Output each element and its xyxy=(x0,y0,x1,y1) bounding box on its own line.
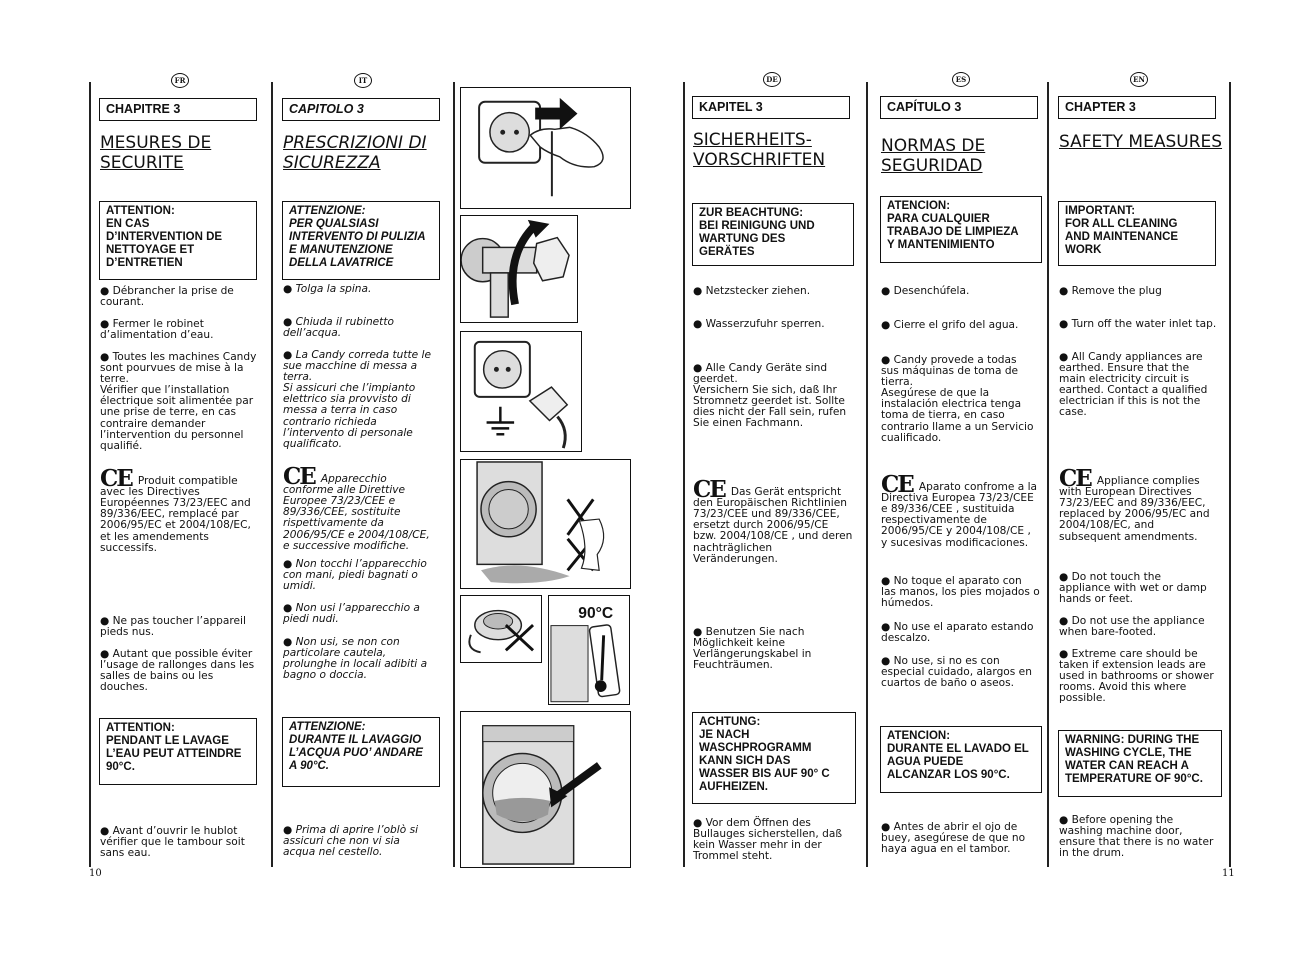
bullet-text: ● Alle Candy Geräte sind geerdet. Versichern Sie sich, daß Ihr Stromnetz geerdet ist. Sollte dies nicht der Fall sein, rufen Sie einen Fachmann. xyxy=(693,362,847,430)
warning-box: ATENCION: DURANTE EL LAVADO EL AGUA PUEDE ALCANZAR LOS 90°C. xyxy=(880,726,1042,793)
ce-text: Appliance complies with European Directives 73/23/EEC and 89/336/EEC, replaced by 2006/95/EC and 2004/108/EC, and subsequent amendments. xyxy=(1059,475,1210,543)
bullet-text: ● Non usi l’apparecchio a piedi nudi. xyxy=(283,602,420,626)
ce-compliance-text xyxy=(693,473,852,565)
water-tap-illustration xyxy=(460,215,578,323)
bullet-text: ● Candy provede a todas sus máquinas de toma de tierra. Asegúrese de que la instalación electrica tenga toma de tierra, en caso contrario llame a un Servicio cualificado. xyxy=(881,354,1034,444)
bullet-text: ● No use, si no es con especial cuidado, alargos en cuartos de baño o aseos. xyxy=(881,655,1032,690)
bullet-text: ● Wasserzufuhr sperren. xyxy=(693,318,825,330)
attention-box: ZUR BEACHTUNG: BEI REINIGUNG UND WARTUNG DES GERÄTES xyxy=(692,203,854,266)
ce-text: Das Gerät entspricht den Europäischen Richtlinien 73/23/CEE und 89/336/CEE, ersetzt durch 2006/95/CE bzw. 2004/108/CE , und deren nachträglichen Veränderungen. xyxy=(693,486,853,565)
extension-lead-warning-illustration xyxy=(460,595,542,663)
bullet-text: ● All Candy appliances are earthed. Ensure that the main electricity circuit is earthed. Contact a qualified electrician if this is not the case. xyxy=(1059,351,1208,419)
wet-hands-warning-illustration xyxy=(460,459,631,589)
bullet-text: ● Toutes les machines Candy sont pourvues de mise à la terre. Vérifier que l’installation électrique soit alimentée par une prise de terre, en cas contraire demander l’intervention du personnel qualifié. xyxy=(100,351,257,452)
warning-box: WARNING: DURING THE WASHING CYCLE, THE WATER CAN REACH A TEMPERATURE OF 90°C. xyxy=(1058,730,1222,797)
bullet-text: ● Remove the plug xyxy=(1059,285,1162,297)
bullet-text: ● La Candy correda tutte le sue macchine di messa a terra. Si assicuri che l’impianto elettrico sia provvisto di messa a terra in caso contrario richieda l’intervento di personale qualificato. xyxy=(283,349,431,450)
bullet-text: ● Chiuda il rubinetto dell’acqua. xyxy=(283,316,394,340)
attention-box: IMPORTANT: FOR ALL CLEANING AND MAINTENANCE WORK xyxy=(1058,201,1216,266)
column-divider xyxy=(453,82,455,867)
bullet-text: ● Non usi, se non con particolare cautela, prolunghe in locali adibiti a bagno o doccia. xyxy=(283,636,428,682)
section-title: NORMAS DE SEGURIDAD xyxy=(881,136,986,176)
attention-box: ATTENTION: EN CAS D’INTERVENTION DE NETTOYAGE ET D’ENTRETIEN xyxy=(99,201,257,280)
bullet-text: ● Before opening the washing machine door, ensure that there is no water in the drum. xyxy=(1059,814,1214,860)
check-drum-illustration xyxy=(460,711,631,868)
bullet-text: ● Non tocchi l’apparecchio con mani, piedi bagnati o umidi. xyxy=(283,558,427,593)
language-flag-it: IT xyxy=(354,73,372,88)
bullet-text: ● Benutzen Sie nach Möglichkeit keine Verlängerungskabel in Feuchträumen. xyxy=(693,626,812,672)
language-flag-fr: FR xyxy=(171,73,189,88)
bullet-text: ● No use el aparato estando descalzo. xyxy=(881,621,1034,645)
temperature-label: 90°C xyxy=(578,604,614,622)
bullet-text: ● Prima di aprire l’oblò si assicuri che non vi sia acqua nel cestello. xyxy=(283,824,419,859)
section-title: MESURES DE SECURITE xyxy=(100,133,212,173)
ce-text: Produit compatible avec les Directives Européennes 73/23/EEC and 89/336/EEC, remplacé par 2006/95/EC et 2004/108/EC, et les amendements successifs. xyxy=(100,475,251,554)
temperature-illustration xyxy=(548,595,630,705)
earthing-illustration xyxy=(460,331,582,452)
bullet-text: ● No toque el aparato con las manos, los pies mojados o húmedos. xyxy=(881,575,1040,610)
attention-box: ATENCION: PARA CUALQUIER TRABAJO DE LIMPIEZA Y MANTENIMIENTO xyxy=(880,196,1042,263)
page-number: 11 xyxy=(1222,868,1235,879)
section-title: SICHERHEITS- VORSCHRIFTEN xyxy=(693,130,826,170)
chapter-label: CHAPTER 3 xyxy=(1058,96,1216,119)
ce-mark: CE xyxy=(100,465,132,493)
section-title: SAFETY MEASURES xyxy=(1059,132,1223,152)
ce-text: Apparecchio conforme alle Direttive Europee 73/23/CEE e 89/336/CEE, sostituite rispettivamente da 2006/95/CE e 2004/108/CE, e successive modifiche. xyxy=(283,473,430,552)
column-divider xyxy=(1229,82,1231,867)
language-flag-de: DE xyxy=(763,72,781,87)
ce-compliance-text xyxy=(100,462,251,554)
chapter-label: CAPITOLO 3 xyxy=(282,98,440,121)
chapter-label: CAPÍTULO 3 xyxy=(880,96,1038,119)
bullet-text: ● Tolga la spina. xyxy=(283,283,372,295)
bullet-text: ● Do not touch the appliance with wet or damp hands or feet. xyxy=(1059,571,1207,606)
bullet-text: ● Ne pas toucher l’appareil pieds nus. xyxy=(100,615,246,639)
bullet-text: ● Netzstecker ziehen. xyxy=(693,285,811,297)
column-divider xyxy=(1047,82,1049,867)
bullet-text: ● Débrancher la prise de courant. xyxy=(100,285,234,309)
chapter-label: KAPITEL 3 xyxy=(692,96,850,119)
column-divider xyxy=(866,82,868,867)
ce-compliance-text xyxy=(283,460,430,552)
warning-box: ACHTUNG: JE NACH WASCHPROGRAMM KANN SICH DAS WASSER BIS AUF 90° C AUFHEIZEN. xyxy=(692,712,856,804)
bullet-text: ● Cierre el grifo del agua. xyxy=(881,319,1019,331)
section-title: PRESCRIZIONI DI SICUREZZA xyxy=(283,133,427,173)
language-flag-en: EN xyxy=(1130,72,1148,87)
ce-mark: CE xyxy=(881,471,913,499)
ce-compliance-text xyxy=(1059,462,1210,543)
language-flag-es: ES xyxy=(952,72,970,87)
column-divider xyxy=(89,82,91,867)
bullet-text: ● Avant d’ouvrir le hublot vérifier que le tambour soit sans eau. xyxy=(100,825,245,860)
bullet-text: ● Fermer le robinet d’alimentation d’eau. xyxy=(100,318,214,342)
bullet-text: ● Antes de abrir el ojo de buey, asegúrese de que no haya agua en el tambor. xyxy=(881,821,1026,856)
chapter-label: CHAPITRE 3 xyxy=(99,98,257,121)
ce-mark: CE xyxy=(693,476,725,504)
attention-box: ATTENZIONE: PER QUALSIASI INTERVENTO DI PULIZIA E MANUTENZIONE DELLA LAVATRICE xyxy=(282,201,440,280)
column-divider xyxy=(271,82,273,867)
ce-mark: CE xyxy=(1059,465,1091,493)
bullet-text: ● Extreme care should be taken if extension leads are used in bathrooms or shower rooms. Avoid this where possible. xyxy=(1059,648,1214,705)
bullet-text: ● Do not use the appliance when bare-footed. xyxy=(1059,615,1205,639)
ce-text: Aparato confrome a la Directiva Europea 73/23/CEE e 89/336/CEE , sustituida respectivamente de 2006/95/CE y 2004/108/CE , y sucesivas modificaciones. xyxy=(881,481,1038,549)
bullet-text: ● Vor dem Öffnen des Bullauges sicherstellen, daß kein Wasser mehr in der Trommel steht. xyxy=(693,817,843,863)
bullet-text: ● Turn off the water inlet tap. xyxy=(1059,318,1217,330)
column-divider xyxy=(683,82,685,867)
unplug-illustration xyxy=(460,87,631,209)
warning-box: ATTENTION: PENDANT LE LAVAGE L’EAU PEUT ATTEINDRE 90°C. xyxy=(99,718,257,785)
ce-mark: CE xyxy=(283,463,315,491)
bullet-text: ● Desenchúfela. xyxy=(881,285,970,297)
page-number: 10 xyxy=(89,868,102,879)
bullet-text: ● Autant que possible éviter l’usage de rallonges dans les salles de bains ou les douches. xyxy=(100,648,255,694)
warning-box: ATTENZIONE: DURANTE IL LAVAGGIO L’ACQUA PUO’ ANDARE A 90°C. xyxy=(282,717,440,787)
ce-compliance-text xyxy=(881,468,1037,549)
